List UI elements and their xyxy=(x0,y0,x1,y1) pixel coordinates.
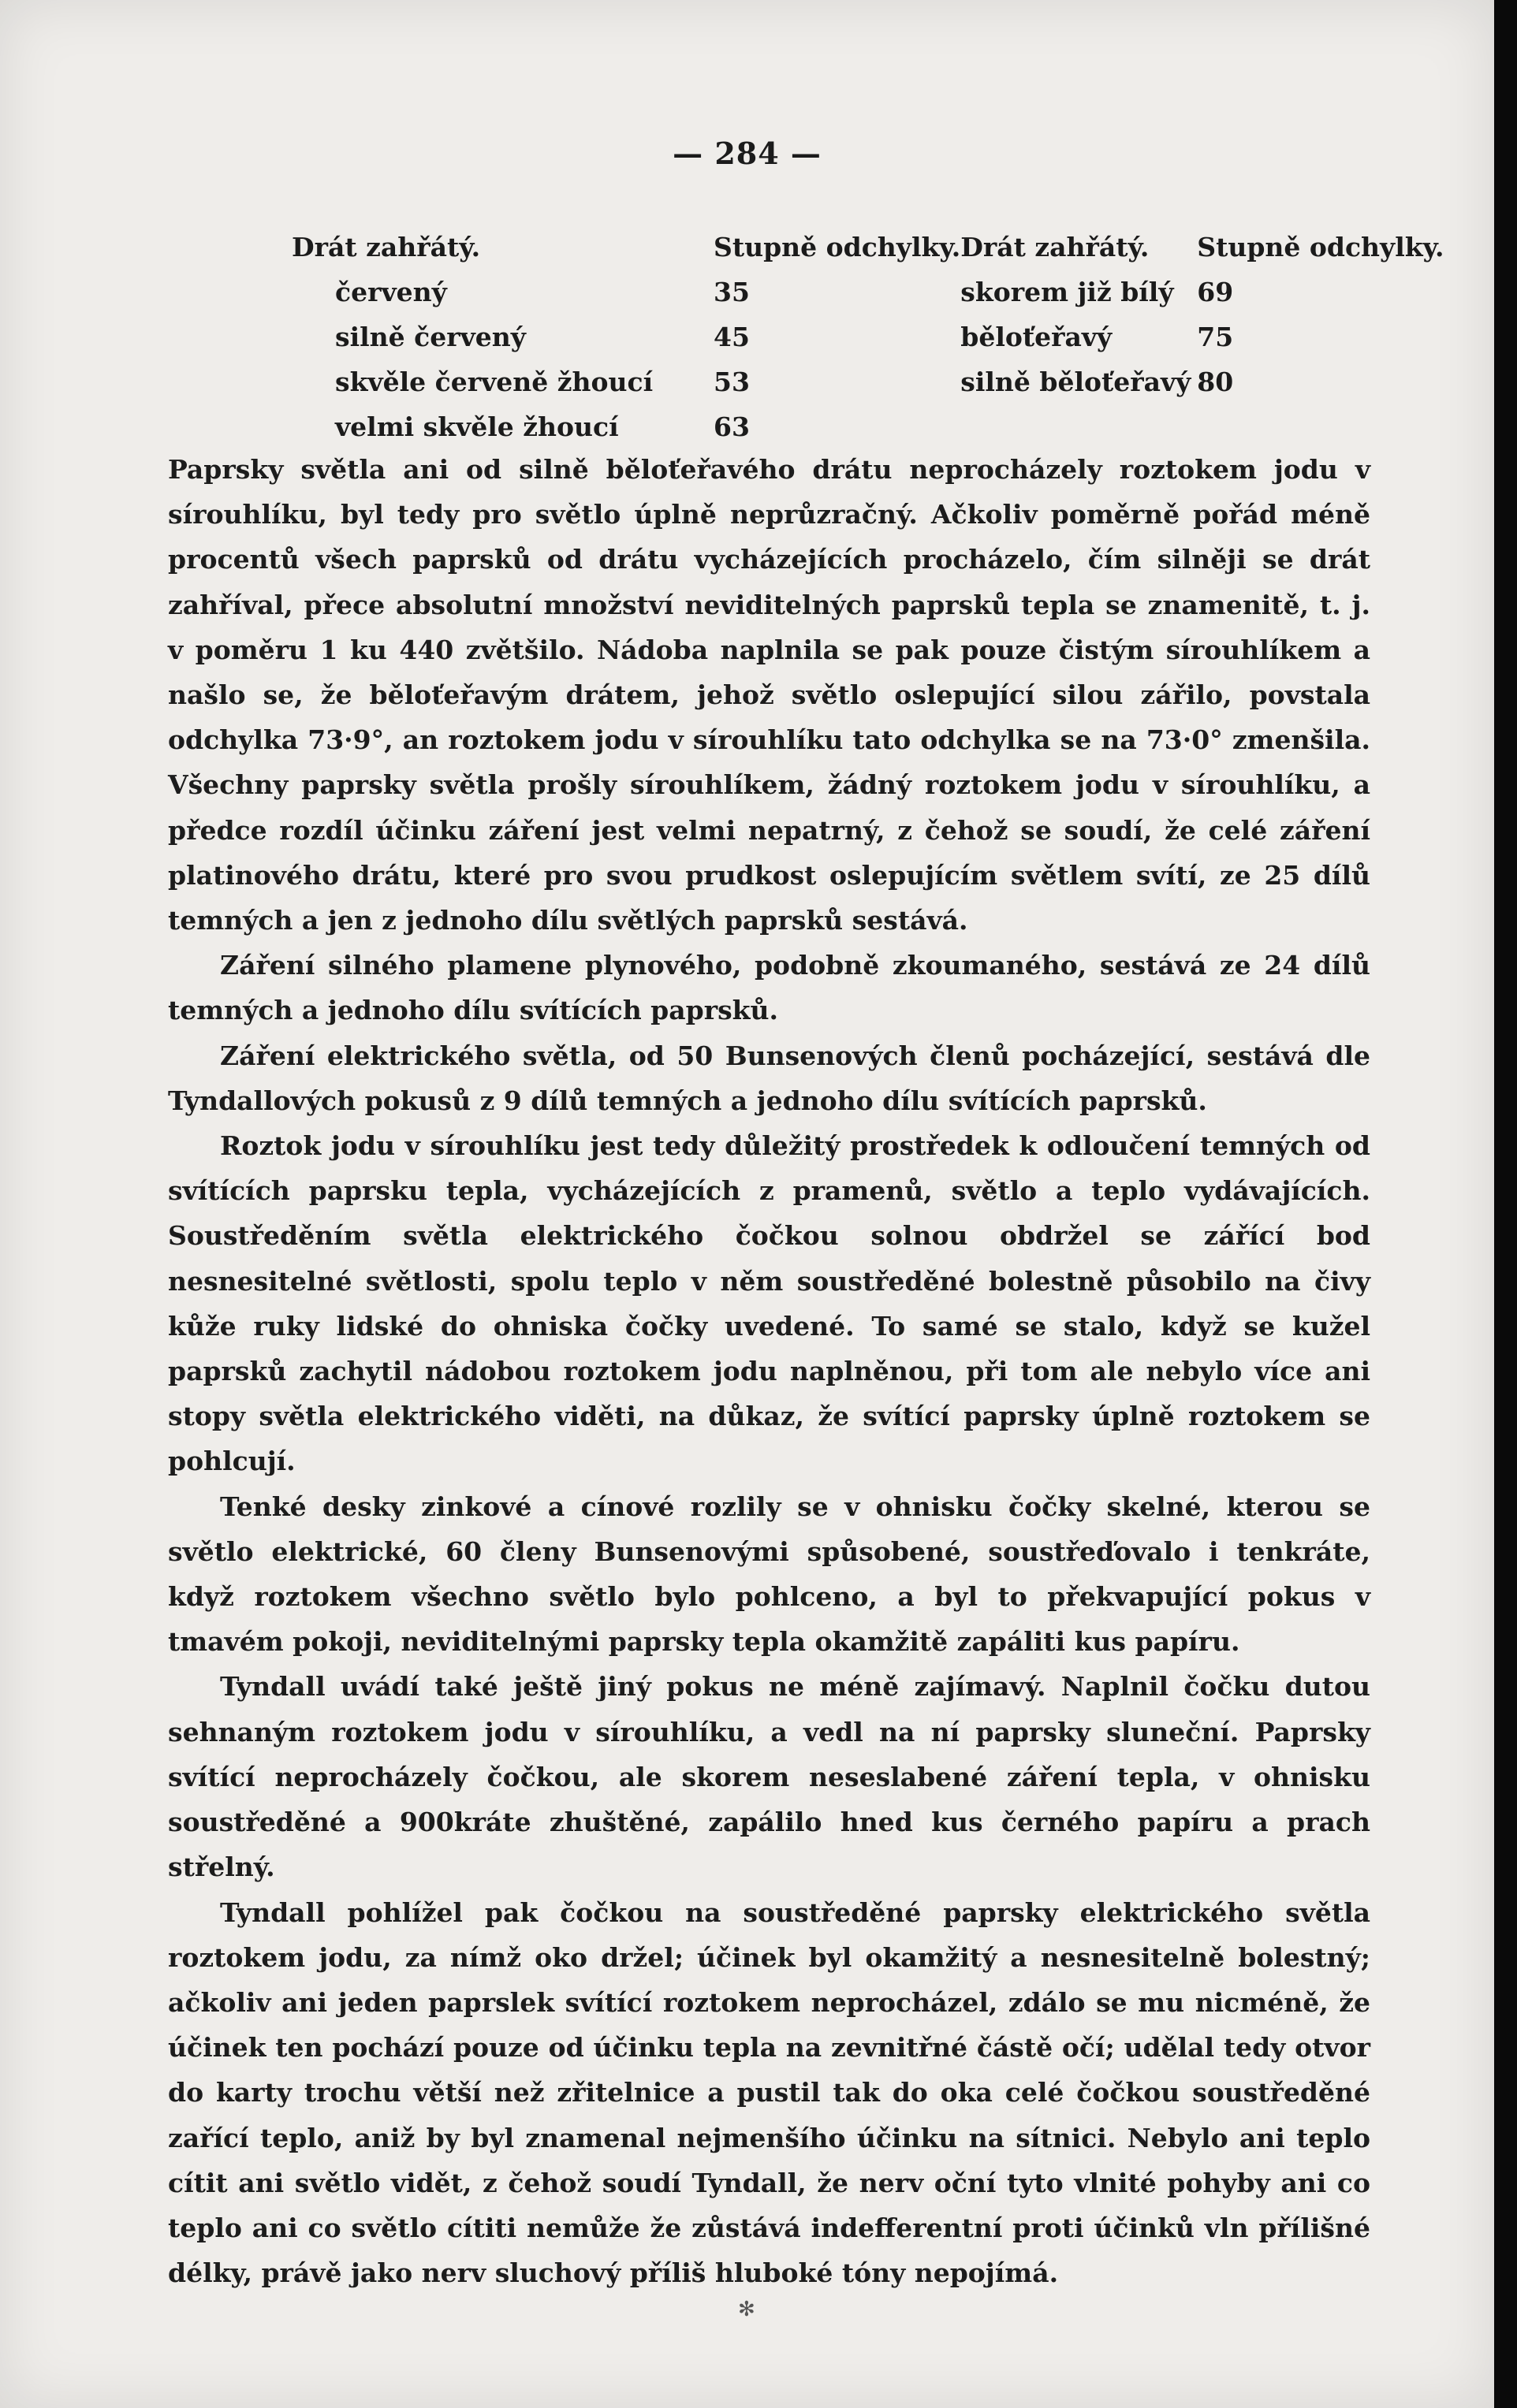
table-cell: 45 xyxy=(714,322,750,352)
paragraph: Tyndall uvádí také ještě jiný pokus ne méně zajímavý. Naplnil čočku dutou sehnaným roztokem jodu v sírouhlíku, a vedl na ní paprsky sluneční. Paprsky svítící neprocházely čočkou, ale skorem neseslabené záření tepla, v ohnisku soustředěné a 900kráte zhuštěné, zapálilo hned kus černého papíru a prach střelný. xyxy=(168,1671,1370,1883)
table-row xyxy=(292,359,1444,404)
paragraph: Tyndall pohlížel pak čočkou na soustředěné paprsky elektrického světla roztokem jodu, za nímž oko držel; účinek byl okamžitý a nesnesitelně bolestný; ačkoliv ani jeden paprslek svítící roztokem neprocházel, zdálo se mu nicméně, že účinek ten pochází pouze od účinku tepla na zevnitřné částě očí; udělal tedy otvor do karty trochu větší než zřitelnice a pustil tak do oka celé čočkou soustředěné zařící teplo, aniž by byl znamenal nejmenšího účinku na sítnici. Nebylo ani teplo cítit ani světlo vidět, z čehož soudí Tyndall, že nerv oční tyto vlnité pohyby ani co teplo ani co světlo cítiti nemůže že zůstává indefferentní proti účinků vln přílišné délky, právě jako nerv sluchový příliš hluboké tóny nepojímá. xyxy=(168,1896,1370,2289)
table-header: Drát zahřátý. xyxy=(292,232,481,262)
table-cell: silně běloťeřavý xyxy=(960,367,1191,397)
table-cell: 75 xyxy=(1197,322,1234,352)
ink-speck-icon: ✻ xyxy=(738,2298,755,2321)
table-header-row xyxy=(292,225,1444,270)
deflection-table xyxy=(292,225,1444,449)
paragraph: Záření elektrického světla, od 50 Bunsenových členů pocházející, sestává dle Tyndallových pokusů z 9 dílů temných a jednoho dílu svítících paprsků. xyxy=(168,1040,1370,1116)
table-cell: skvěle červeně žhoucí xyxy=(335,367,654,397)
table-cell: 35 xyxy=(714,277,750,307)
table-row xyxy=(292,270,1444,314)
table-cell: velmi skvěle žhoucí xyxy=(335,411,619,442)
scan-border xyxy=(1494,0,1517,2408)
table-header: Stupně odchylky. xyxy=(1197,232,1444,262)
paragraph: Paprsky světla ani od silně běloťeřavého drátu neprocházely roztokem jodu v sírouhlíku, byl tedy pro světlo úplně neprůzračný. Ačkoliv poměrně pořád méně procentů všech paprsků od drátu vycházejících procházelo, čím silněji se drát zahříval, přece absolutní množství neviditelných paprsků tepla se znamenitě, t. j. v poměru 1 ku 440 zvětšilo. Nádoba naplnila se pak pouze čistým sírouhlíkem a našlo se, že běloťeřavým drátem, jehož světlo oslepující silou zářilo, povstala odchylka 73·9°, an roztokem jodu v sírouhlíku tato odchylka se na 73·0° zmenšila. Všechny paprsky světla prošly sírouhlíkem, žádný roztokem jodu v sírouhlíku, a předce rozdíl účinku záření jest velmi nepatrný, z čehož se soudí, že celé záření platinového drátu, které pro svou prudkost oslepujícím světlem svítí, ze 25 dílů temných a jen z jednoho dílu světlých paprsků sestává. xyxy=(168,454,1370,936)
table-cell xyxy=(1197,404,1444,449)
table-cell: běloťeřavý xyxy=(960,322,1113,352)
paragraph: Záření silného plamene plynového, podobně zkoumaného, sestává ze 24 dílů temných a jednoho dílu svítících paprsků. xyxy=(168,950,1370,1026)
table-row xyxy=(292,404,1444,449)
table-cell: 63 xyxy=(714,411,750,442)
body-text xyxy=(168,447,1370,2295)
paragraph: Tenké desky zinkové a cínové rozlily se v ohnisku čočky skelné, kterou se světlo elektrické, 60 členy Bunsenovými spůsobené, soustřeďovalo i tenkráte, když roztokem všechno světlo bylo pohlceno, a byl to překvapující pokus v tmavém pokoji, neviditelnými paprsky tepla okamžitě zapáliti kus papíru. xyxy=(168,1491,1370,1658)
table-cell: skorem již bílý xyxy=(960,277,1174,307)
table-cell: 69 xyxy=(1197,277,1234,307)
table-cell xyxy=(960,404,1197,449)
table-header: Stupně odchylky. xyxy=(714,232,961,262)
table-row xyxy=(292,314,1444,359)
paragraph: Roztok jodu v sírouhlíku jest tedy důležitý prostředek k odloučení temných od svítících paprsku tepla, vycházejících z pramenů, světlo a teplo vydávajících. Soustředěním světla elektrického čočkou solnou obdržel se zářící bod nesnesitelné světlosti, spolu teplo v něm soustředěné bolestně působilo na čivy kůže ruky lidské do ohniska čočky uvedené. To samé se stalo, když se kužel paprsků zachytil nádobou roztokem jodu naplněnou, při tom ale nebylo více ani stopy světla elektrického viděti, na důkaz, že svítící paprsky úplně roztokem se pohlcují. xyxy=(168,1130,1370,1477)
page-number: — 284 — xyxy=(673,136,822,171)
table-cell: silně červený xyxy=(335,322,526,352)
table-cell: 80 xyxy=(1197,367,1234,397)
table-cell: 53 xyxy=(714,367,750,397)
table-header: Drát zahřátý. xyxy=(960,232,1150,262)
table-cell: červený xyxy=(335,277,447,307)
